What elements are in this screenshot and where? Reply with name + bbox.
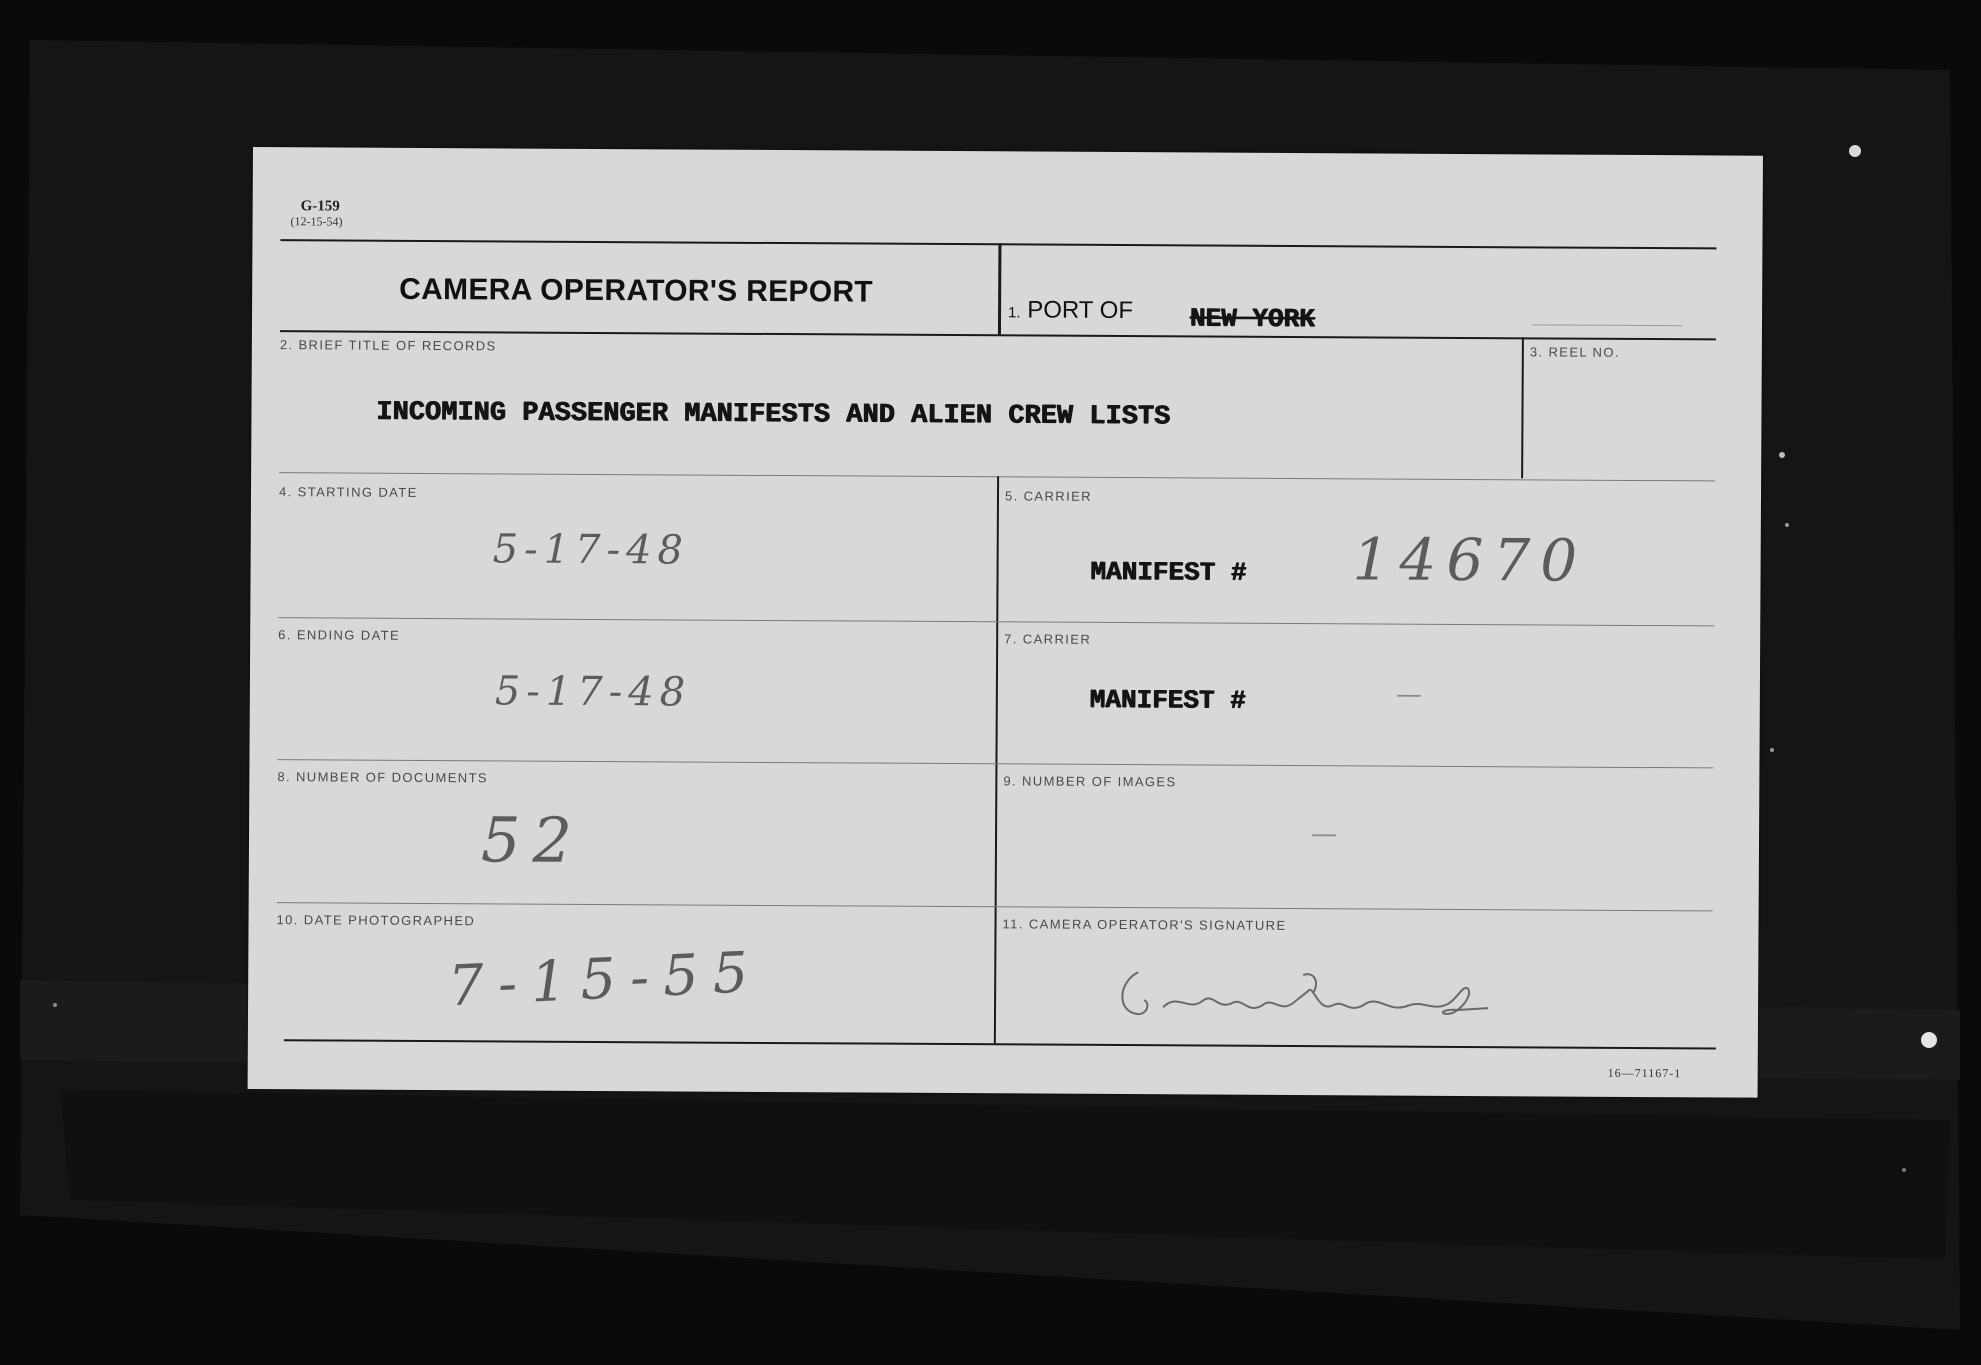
form-title: CAMERA OPERATOR'S REPORT (399, 272, 874, 309)
form-revision-date: (12-15-54) (290, 214, 343, 229)
number-of-images-label: 9. NUMBER OF IMAGES (1003, 773, 1177, 790)
port-value: NEW YORK (1189, 303, 1315, 335)
camera-operators-report-card (248, 147, 1763, 1098)
ending-date-label: 6. ENDING DATE (278, 627, 401, 643)
number-of-documents-label: 8. NUMBER OF DOCUMENTS (277, 769, 489, 786)
port-field-label: PORT OF (1027, 296, 1134, 325)
footer-code: 16—71167-1 (1607, 1065, 1682, 1081)
reel-divider (1521, 337, 1524, 478)
date-photographed-value: 7-15-55 (446, 939, 764, 1020)
reel-no-label: 3. REEL NO. (1529, 344, 1620, 360)
port-field-number: 1. (1008, 304, 1021, 322)
carrier-start-manifest-label: MANIFEST # (1090, 556, 1247, 588)
carrier-end-manifest-label: MANIFEST # (1089, 684, 1246, 716)
carrier-start-label: 5. CARRIER (1004, 488, 1093, 504)
starting-date-label: 4. STARTING DATE (278, 484, 418, 500)
carrier-start-manifest-number: 14670 (1352, 525, 1588, 595)
carrier-end-label: 7. CARRIER (1004, 631, 1092, 647)
carrier-end-manifest-number: — (1395, 679, 1428, 710)
brief-title-label: 2. BRIEF TITLE OF RECORDS (279, 337, 497, 354)
port-trailing-mark (1532, 324, 1682, 326)
brief-title-value: INCOMING PASSENGER MANIFESTS AND ALIEN CREW LISTS (376, 397, 1171, 433)
port-of-label (1008, 296, 1133, 325)
signature-label: 11. CAMERA OPERATOR'S SIGNATURE (1002, 916, 1287, 933)
ending-date-value: 5-17-48 (494, 668, 692, 716)
form-number: G-159 (300, 198, 340, 215)
body-center-divider (994, 476, 999, 1044)
starting-date-value: 5-17-48 (492, 526, 690, 574)
date-photographed-label: 10. DATE PHOTOGRAPHED (276, 912, 476, 929)
camera-operator-signature (1108, 952, 1529, 1044)
header-divider (998, 243, 1002, 335)
number-of-images-value: — (1310, 819, 1344, 850)
number-of-documents-value: 52 (480, 803, 585, 877)
